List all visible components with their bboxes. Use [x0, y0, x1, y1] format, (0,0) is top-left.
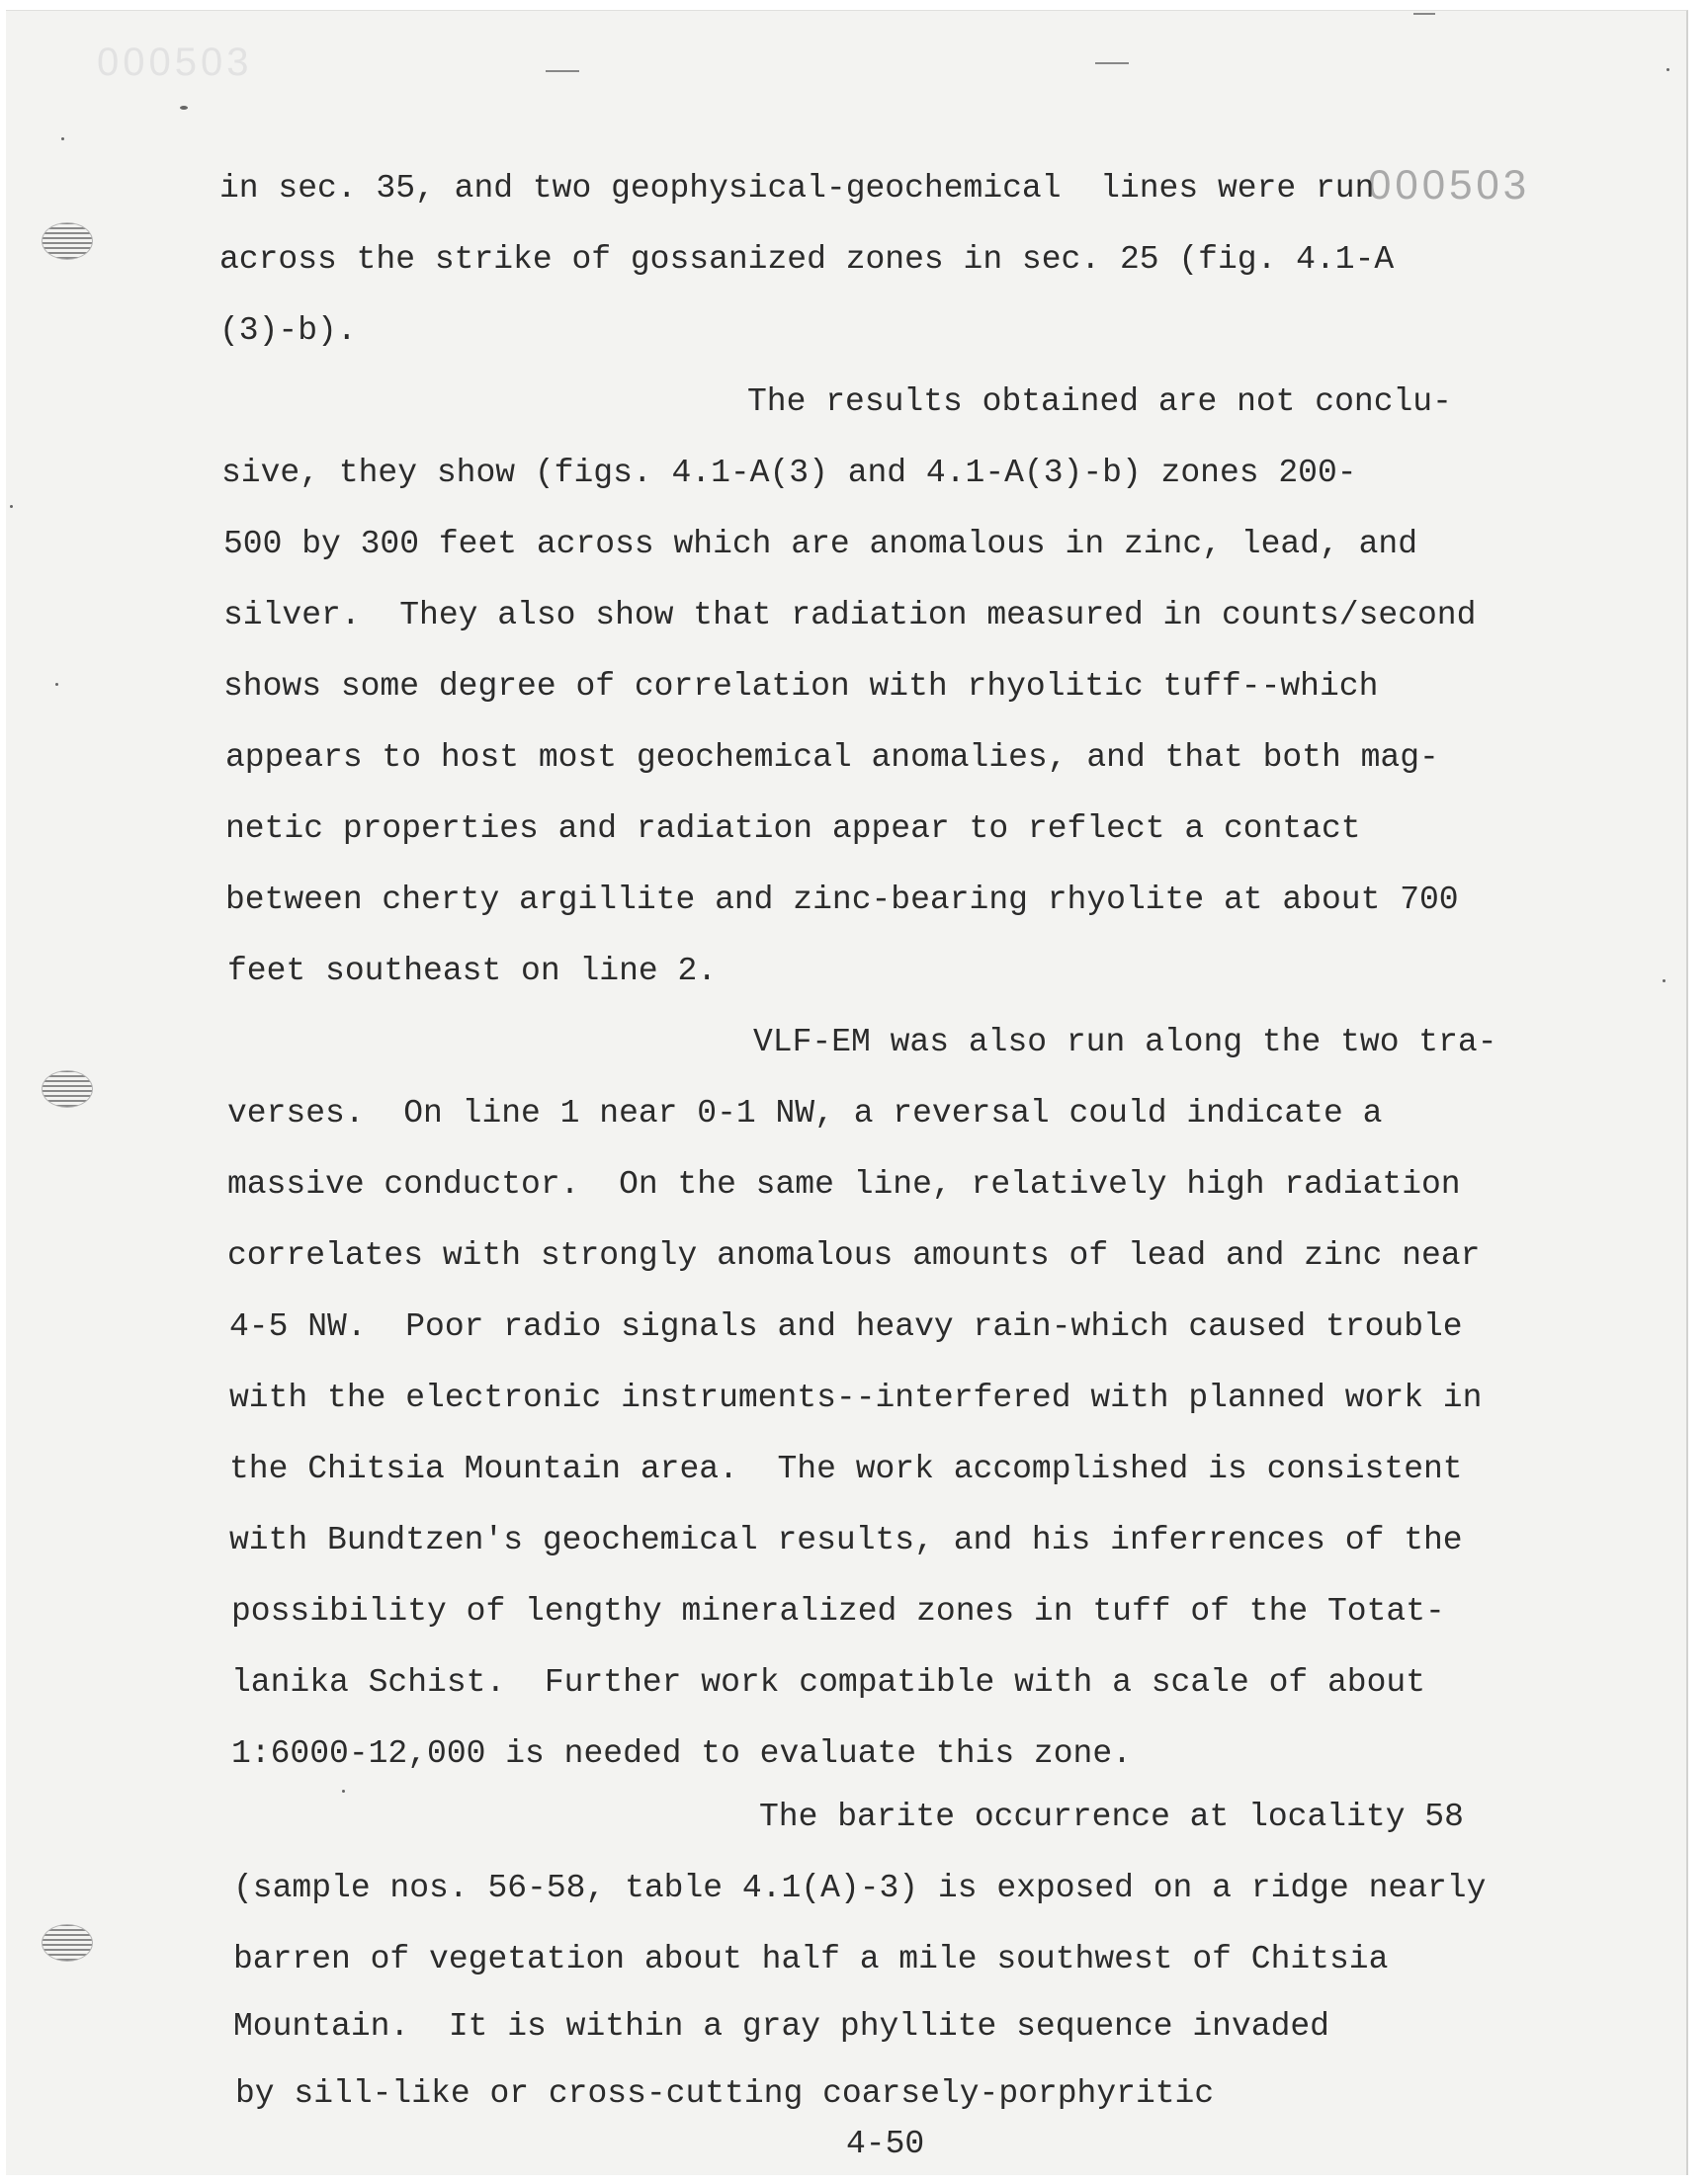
- text-line: 1:6000-12,000 is needed to evaluate this zone.: [231, 1735, 1132, 1772]
- text-line: Mountain. It is within a gray phyllite sequence invaded: [233, 2008, 1329, 2045]
- text-line: barren of vegetation about half a mile southwest of Chitsia: [233, 1941, 1389, 1977]
- text-line: in sec. 35, and two geophysical-geochemical lines were run: [219, 170, 1375, 207]
- punch-hole-icon: [42, 1070, 93, 1108]
- scan-mark: [1413, 13, 1435, 15]
- text-line: with Bundtzen's geochemical results, and his inferrences of the: [229, 1522, 1463, 1558]
- punch-hole-icon: [42, 222, 93, 260]
- text-line: 500 by 300 feet across which are anomalous in zinc, lead, and: [223, 526, 1417, 562]
- text-line: shows some degree of correlation with rhyolitic tuff--which: [223, 668, 1379, 705]
- text-line: sive, they show (figs. 4.1-A(3) and 4.1-A(3)-b) zones 200-: [221, 455, 1357, 491]
- text-line: with the electronic instruments--interfered with planned work in: [229, 1380, 1483, 1416]
- document-stamp-number: 000503: [1368, 161, 1531, 208]
- scan-speck: [10, 505, 13, 508]
- faint-bleed-through-stamp: 000503: [97, 41, 253, 84]
- scan-speck: [180, 106, 188, 110]
- text-line: (3)-b).: [219, 312, 357, 349]
- page-number: 4-50: [846, 2126, 925, 2162]
- scan-speck: [55, 683, 58, 686]
- scan-speck: [1666, 68, 1669, 71]
- text-line: silver. They also show that radiation measured in counts/second: [223, 597, 1477, 633]
- text-line: The results obtained are not conclu-: [747, 383, 1452, 420]
- text-line: by sill-like or cross-cutting coarsely-porphyritic: [235, 2075, 1215, 2112]
- text-line: correlates with strongly anomalous amounts of lead and zinc near: [227, 1237, 1481, 1274]
- text-line: lanika Schist. Further work compatible with a scale of about: [231, 1664, 1425, 1701]
- document-page: [6, 10, 1688, 2175]
- text-line: 4-5 NW. Poor radio signals and heavy rain-which caused trouble: [229, 1308, 1463, 1345]
- text-line: feet southeast on line 2.: [227, 953, 718, 989]
- text-line: VLF-EM was also run along the two tra-: [753, 1024, 1497, 1060]
- text-line: across the strike of gossanized zones in sec. 25 (fig. 4.1-A: [219, 241, 1395, 278]
- text-line: possibility of lengthy mineralized zones in tuff of the Totat-: [231, 1593, 1445, 1630]
- scan-mark: [546, 70, 579, 72]
- text-line: The barite occurrence at locality 58: [759, 1799, 1464, 1835]
- text-line: (sample nos. 56-58, table 4.1(A)-3) is exposed on a ridge nearly: [233, 1870, 1487, 1906]
- text-line: appears to host most geochemical anomalies, and that both mag-: [225, 739, 1439, 776]
- text-line: the Chitsia Mountain area. The work accomplished is consistent: [229, 1451, 1463, 1487]
- scan-speck: [342, 1790, 345, 1793]
- text-line: between cherty argillite and zinc-bearing rhyolite at about 700: [225, 882, 1459, 918]
- text-line: verses. On line 1 near 0-1 NW, a reversal could indicate a: [227, 1095, 1383, 1132]
- scan-mark: [1095, 62, 1129, 64]
- text-line: massive conductor. On the same line, relatively high radiation: [227, 1166, 1461, 1203]
- text-line: netic properties and radiation appear to reflect a contact: [225, 810, 1361, 847]
- scan-speck: [1663, 979, 1665, 982]
- scan-speck: [61, 137, 64, 140]
- punch-hole-icon: [42, 1924, 93, 1962]
